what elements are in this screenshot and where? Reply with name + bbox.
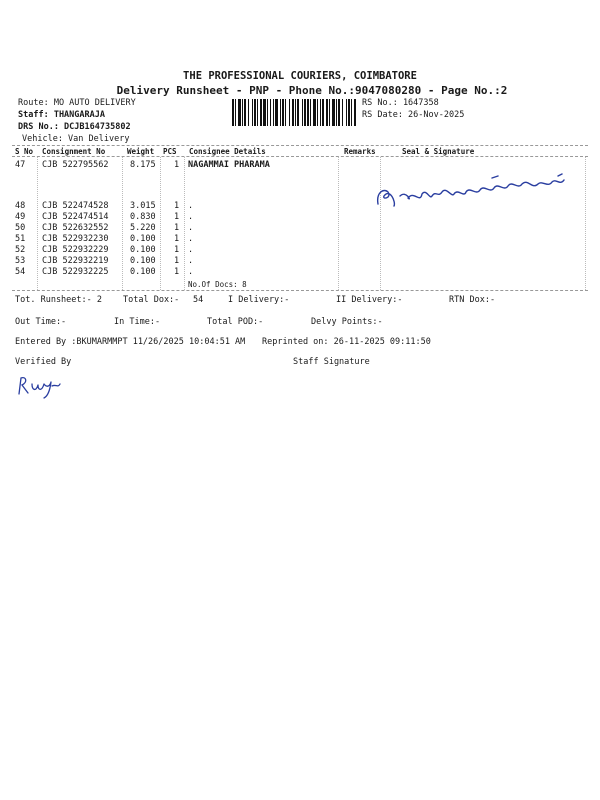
col-divider [184, 157, 185, 290]
in-time: In Time:- [114, 317, 161, 327]
col-divider [37, 157, 38, 290]
row-consignee: . [188, 256, 194, 266]
rtn-dox: RTN Dox:- [449, 295, 496, 305]
row-consignee: . [188, 223, 194, 233]
row-consignee: . [188, 267, 194, 277]
barcode [232, 99, 358, 126]
row-consignment: CJB 522932229 [42, 245, 109, 255]
table-top-rule [12, 145, 588, 146]
verifier-signature [14, 372, 68, 400]
row-weight: 0.100 [130, 256, 156, 266]
total-dox-value: 54 [193, 295, 204, 305]
row-pcs: 1 [174, 223, 180, 233]
ii-delivery: II Delivery:- [336, 295, 403, 305]
row-sno: 49 [15, 212, 26, 222]
staff-signature-label: Staff Signature [293, 357, 370, 367]
row-consignment: CJB 522474528 [42, 201, 109, 211]
total-dox-label: Total Dox:- [123, 295, 180, 305]
row-weight: 0.100 [130, 245, 156, 255]
total-pod: Total POD:- [207, 317, 264, 327]
col-pcs: PCS [163, 147, 177, 156]
row-consignee: NAGAMMAI PHARAMA [188, 160, 270, 170]
row-consignee: . [188, 234, 194, 244]
row-weight: 3.015 [130, 201, 156, 211]
col-consignee: Consignee Details [189, 147, 266, 156]
row-consignment: CJB 522932225 [42, 267, 109, 277]
row-sno: 53 [15, 256, 26, 266]
tot-runsheet: Tot. Runsheet:- 2 [15, 295, 102, 305]
company-title: THE PROFESSIONAL COURIERS, COIMBATORE [183, 70, 417, 82]
col-divider [338, 157, 339, 290]
no-of-docs: No.Of Docs: 8 [188, 280, 247, 289]
row-consignment: CJB 522474514 [42, 212, 109, 222]
row-consignment: CJB 522795562 [42, 160, 109, 170]
col-remarks: Remarks [344, 147, 376, 156]
route-label: Route: MO AUTO DELIVERY [18, 98, 136, 108]
row-weight: 0.100 [130, 267, 156, 277]
delvy-points: Delvy Points:- [311, 317, 383, 327]
i-delivery: I Delivery:- [228, 295, 290, 305]
col-consignment: Consignment No [42, 147, 106, 156]
col-divider [585, 157, 586, 290]
row-pcs: 1 [174, 212, 180, 222]
row-sno: 51 [15, 234, 26, 244]
reprinted-on: Reprinted on: 26-11-2025 09:11:50 [262, 337, 431, 347]
col-seal-signature: Seal & Signature [402, 147, 475, 156]
table-header-rule [12, 156, 588, 157]
row-sno: 48 [15, 201, 26, 211]
col-weight: Weight [127, 147, 155, 156]
row-pcs: 1 [174, 234, 180, 244]
out-time: Out Time:- [15, 317, 67, 327]
row-weight: 5.220 [130, 223, 156, 233]
row-consignee: . [188, 212, 194, 222]
row-consignee: . [188, 245, 194, 255]
row-consignment: CJB 522932219 [42, 256, 109, 266]
staff-label: Staff: THANGARAJA [18, 110, 105, 120]
row-consignment: CJB 522632552 [42, 223, 109, 233]
row-weight: 0.830 [130, 212, 156, 222]
rs-date: RS Date: 26-Nov-2025 [362, 110, 465, 120]
entered-by: Entered By :BKUMARMMPT 11/26/2025 10:04:51 AM [15, 337, 246, 347]
col-divider [122, 157, 123, 290]
row-pcs: 1 [174, 160, 180, 170]
consignee-signature [372, 168, 572, 216]
verified-by-label: Verified By [15, 357, 72, 367]
row-pcs: 1 [174, 245, 180, 255]
col-sno: S No [15, 147, 34, 156]
rs-number: RS No.: 1647358 [362, 98, 439, 108]
row-weight: 0.100 [130, 234, 156, 244]
row-sno: 50 [15, 223, 26, 233]
row-sno: 52 [15, 245, 26, 255]
drs-number: DRS No.: DCJB164735802 [18, 122, 131, 132]
row-pcs: 1 [174, 267, 180, 277]
row-pcs: 1 [174, 256, 180, 266]
row-sno: 47 [15, 160, 26, 170]
row-sno: 54 [15, 267, 26, 277]
row-consignee: . [188, 201, 194, 211]
vehicle-label: Vehicle: Van Delivery [22, 134, 130, 144]
row-weight: 8.175 [130, 160, 156, 170]
table-bottom-rule [12, 290, 588, 291]
row-pcs: 1 [174, 201, 180, 211]
runsheet-subtitle: Delivery Runsheet - PNP - Phone No.:9047080280 - Page No.:2 [116, 84, 508, 97]
row-consignment: CJB 522932230 [42, 234, 109, 244]
col-divider [160, 157, 161, 290]
